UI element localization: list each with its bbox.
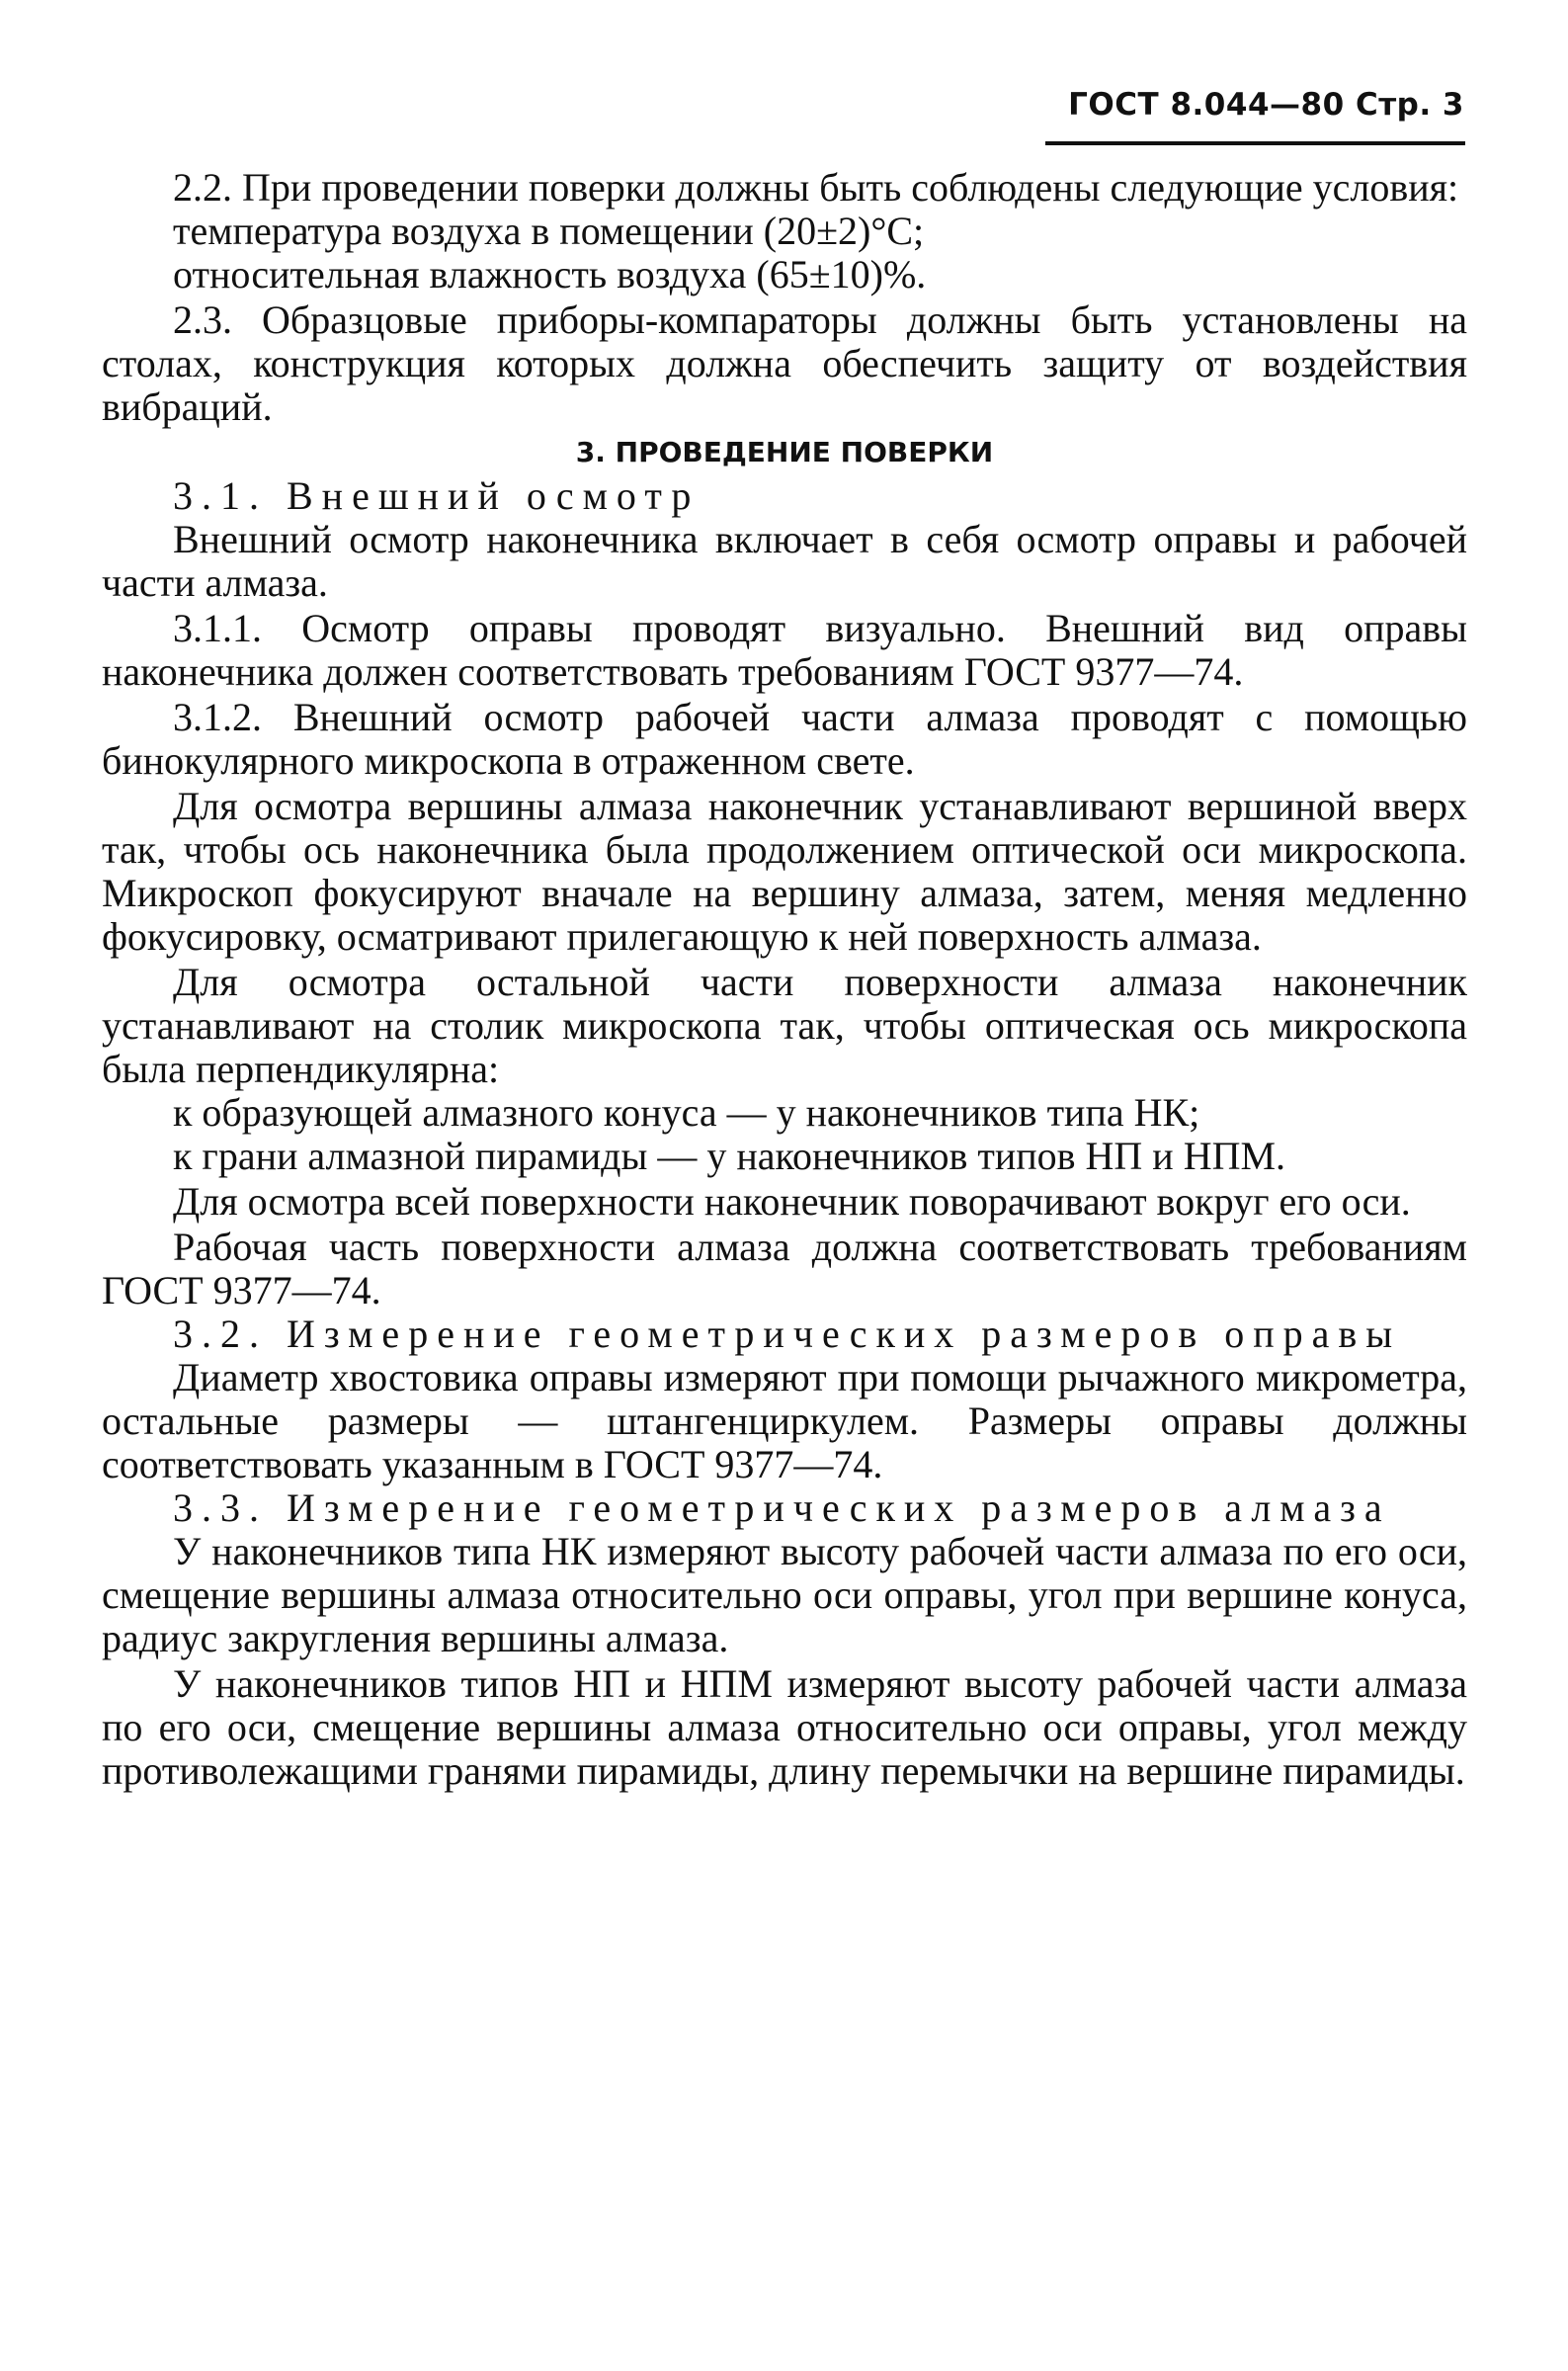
paragraph-3-3-nk: У наконечников типа НК измеряют высоту рабочей части алмаза по его оси, смещение вершины алмаза относительно оси оправы, угол при вершине конуса, радиус закругления вершины алмаза. [102,1529,1467,1660]
heading-3-3: 3.3. Измерение геометрических размеров алмаза [173,1485,1391,1530]
page-header: ГОСТ 8.044—80 Стр. 3 [1068,87,1464,123]
header-rule [1045,141,1465,145]
heading-3-2: 3.2. Измерение геометрических размеров оправы [173,1312,1402,1356]
paragraph-2-2-humidity: относительная влажность воздуха (65±10)%. [173,252,927,296]
paragraph-3-1: Внешний осмотр наконечника включает в себя осмотр оправы и рабочей части алмаза. [102,517,1467,605]
paragraph-3-1-2-requirements: Рабочая часть поверхности алмаза должна соответствовать требованиям ГОСТ 9377—74. [102,1225,1467,1313]
paragraph-3-3-np: У наконечников типов НП и НПМ измеряют высоту рабочей части алмаза по его оси, смещение вершины алмаза относительно оси оправы, угол между противолежащими гранями пирамиды, длину перемычки на вершине пирамиды. [102,1661,1467,1793]
paragraph-2-2-temperature: температура воздуха в помещении (20±2)°С; [173,209,925,253]
paragraph-3-1-2-cone: к образующей алмазного конуса — у наконечников типа НК; [173,1090,1200,1135]
section-3-title: 3. ПРОВЕДЕНИЕ ПОВЕРКИ [575,436,994,468]
paragraph-3-1-2-surface: Для осмотра остальной части поверхности алмаза наконечник устанавливают на столик микроскопа так, чтобы оптическая ось микроскопа была перпендикулярна: [102,960,1467,1091]
paragraph-3-1-2-pyramid: к грани алмазной пирамиды — у наконечников типов НП и НПМ. [173,1134,1286,1178]
paragraph-2-3: 2.3. Образцовые приборы-компараторы должны быть установлены на столах, конструкция которых должна обеспечить защиту от воздействия вибраций. [102,297,1467,429]
paragraph-2-2: 2.2. При проведении поверки должны быть соблюдены следующие условия: [173,165,1459,210]
document-body [102,166,1467,1793]
paragraph-3-1-1: 3.1.1. Осмотр оправы проводят визуально. Внешний вид оправы наконечника должен соответствовать требованиям ГОСТ 9377—74. [102,606,1467,694]
heading-3-1: 3.1. Внешний осмотр [173,473,701,518]
paragraph-3-1-2-rotate: Для осмотра всей поверхности наконечник поворачивают вокруг его оси. [173,1179,1411,1224]
paragraph-3-1-2-vertex: Для осмотра вершины алмаза наконечник устанавливают вершиной вверх так, чтобы ось наконечника была продолжением оптической оси микроскопа. Микроскоп фокусируют вначале на вершину алмаза, затем, меняя медленно фокусировку, осматривают прилегающую к ней поверхность алмаза. [102,784,1467,959]
paragraph-3-1-2: 3.1.2. Внешний осмотр рабочей части алмаза проводят с помощью бинокулярного микроскопа в отраженном свете. [102,695,1467,783]
paragraph-3-2: Диаметр хвостовика оправы измеряют при помощи рычажного микрометра, остальные размеры — штангенциркулем. Размеры оправы должны соответствовать указанным в ГОСТ 9377—74. [102,1355,1467,1486]
